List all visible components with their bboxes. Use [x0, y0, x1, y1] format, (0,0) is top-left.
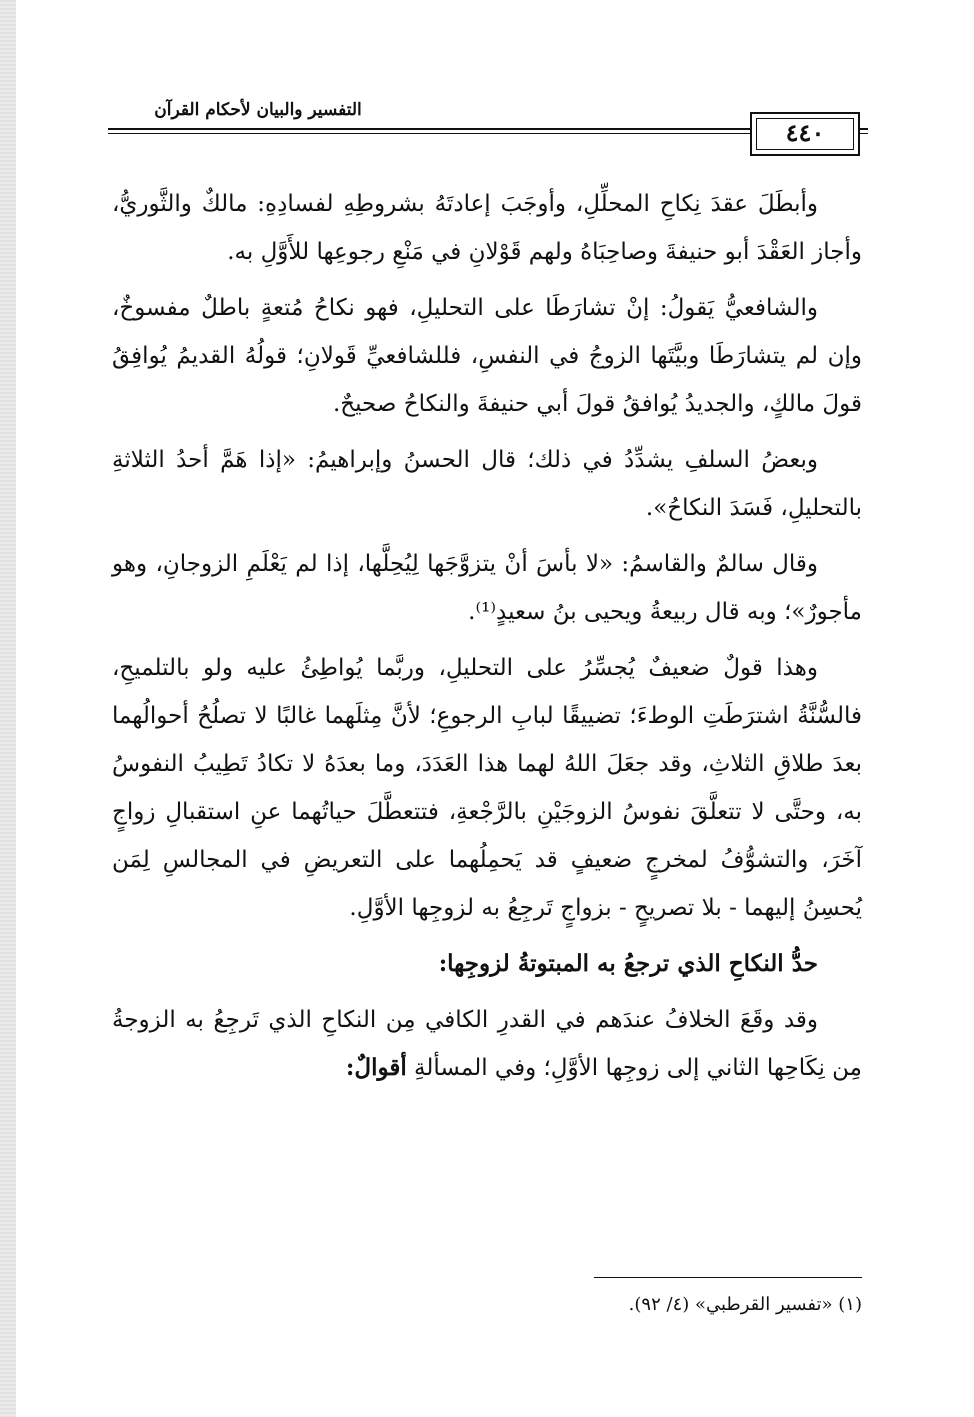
scan-edge: [0, 0, 16, 1417]
paragraph: وقال سالمٌ والقاسمُ: «لا بأسَ أنْ يتزوَّجَها لِيُحِلَّها، إذا لم يَعْلَمِ الزوجانِ، وهو مأجورٌ»؛ وبه قال ربيعةُ ويحيى بنُ سعيدٍ⁽¹⁾.: [112, 551, 862, 625]
paragraph: وبعضُ السلفِ يشدِّدُ في ذلك؛ قال الحسنُ وإبراهيمُ: «إذا هَمَّ أحدُ الثلاثةِ بالتحليلِ، فَسَدَ النكاحُ».: [112, 447, 862, 521]
paragraph: [112, 996, 862, 1092]
paragraph: وأبطَلَ عقدَ نِكاحِ المحلِّلِ، وأوجَبَ إعادتَهُ بشروطِهِ لفسادِهِ: مالكٌ والثَّوريُّ، وأجاز العَقْدَ أبو حنيفةَ وصاحِبَاهُ ولهم قَوْلانِ في مَنْعِ رجوعِها للأَوَّلِ به.: [112, 191, 862, 265]
paragraph: والشافعيُّ يَقولُ: إنْ تشارَطَا على التحليلِ، فهو نكاحُ مُتعةٍ باطلٌ مفسوخٌ، وإن لم يتشارَطَا وبيَّتَها الزوجُ في النفسِ، فللشافعيِّ قَولانِ؛ قولُهُ القديمُ يُوافِقُ قولَ مالكٍ، والجديدُ يُوافقُ قولَ أبي حنيفةَ والنكاحُ صحيحٌ.: [112, 295, 862, 417]
footnote: (١) «تفسير القرطبي» (٤/ ٩٢).: [628, 1294, 862, 1315]
page-header: [108, 92, 868, 162]
main-text: [112, 180, 862, 1100]
page-number: ٤٤٠: [756, 118, 854, 150]
section-heading: حدُّ النكاحِ الذي ترجعُ به المبتوتةُ لزوجِها:: [438, 950, 818, 977]
paragraph-bold-end: أقوالٌ:: [345, 1054, 407, 1081]
footnote-separator: [594, 1277, 862, 1278]
paragraph-text: وقد وقَعَ الخلافُ عندَهم في القدرِ الكافي مِن النكاحِ الذي تَرجِعُ به الزوجةُ مِن نِكَاحِها الثاني إلى زوجِها الأوَّلِ؛ وفي المسألةِ: [112, 1007, 862, 1081]
paragraph: وهذا قولٌ ضعيفٌ يُجسِّرُ على التحليلِ، وربَّما يُواطِئُ عليه ولو بالتلميحِ، فالسُّنَّةُ اشترَطَتِ الوطءَ؛ تضييقًا لبابِ الرجوعِ؛ لأنَّ مِثلَهما غالبًا لا تصلُحُ أحوالُهما بعدَ طلاقِ الثلاثِ، وقد جعَلَ اللهُ لهما هذا العَدَدَ، وما بعدَهُ لا تكادُ تَطِيبُ النفوسُ به، وحتَّى لا تتعلَّقَ نفوسُ الزوجَيْنِ بالرَّجْعةِ، فتتعطَّلَ حياتُهما عنِ استقبالِ زواجٍ آخَرَ، والتشوُّفُ لمخرجٍ ضعيفٍ قد يَحمِلُهما على التعريضِ في المجالسِ لِمَن يُحسِنُ إليهما - بلا تصريحٍ - بزواجٍ تَرجِعُ به لزوجِها الأوَّلِ.: [112, 655, 862, 921]
book-title: التفسير والبيان لأحكام القرآن: [154, 100, 362, 120]
page-number-box: [750, 112, 860, 156]
